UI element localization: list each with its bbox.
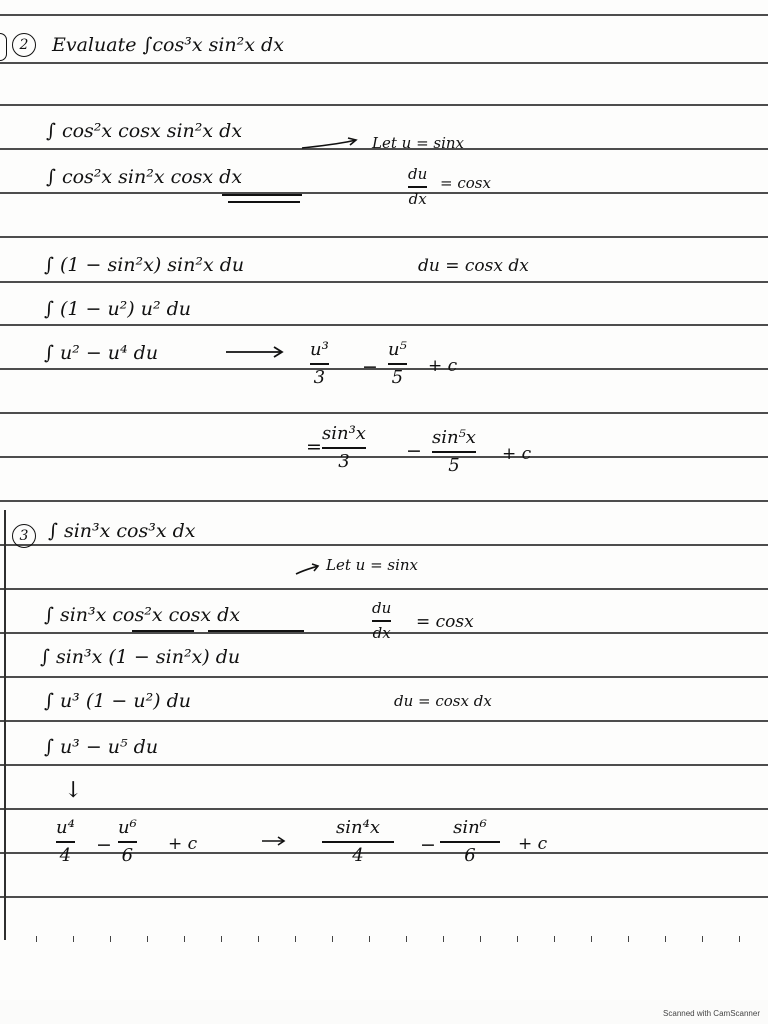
problem-3-step-3: ∫ u³ (1 − u²) du <box>44 690 192 712</box>
tick-mark <box>36 936 37 942</box>
problem-3-step-4: ∫ u³ − u⁵ du <box>44 736 159 758</box>
problem-3-step-2: ∫ sin³x (1 − sin²x) du <box>40 646 241 668</box>
tick-mark <box>739 936 740 942</box>
du-dx-rhs: = cosx <box>416 612 474 632</box>
tick-mark <box>295 936 296 942</box>
problem-2-step-2: ∫ cos²x sin²x cosx dx <box>46 166 243 188</box>
du-note: du = cosx dx <box>418 256 529 276</box>
ruled-line <box>0 412 768 414</box>
numerator: sin⁵x <box>432 427 476 448</box>
numerator: u⁶ <box>118 817 137 838</box>
problem-2-step-4: ∫ (1 − u²) u² du <box>44 298 192 320</box>
problem-2-step-3: ∫ (1 − sin²x) sin²x du <box>44 254 245 276</box>
substitution-note: Let u = sinx <box>372 134 465 152</box>
arrow-icon <box>224 344 286 360</box>
du-dx-rhs: = cosx <box>440 174 491 192</box>
tick-mark <box>221 936 222 942</box>
result-term-a <box>56 818 75 866</box>
numerator: sin⁴x <box>336 817 380 838</box>
tick-mark <box>480 936 481 942</box>
du-dx-fraction <box>372 600 391 641</box>
tick-mark <box>665 936 666 942</box>
problem-2-heading: Evaluate ∫cos³x sin²x dx <box>52 34 284 56</box>
problem-3-number: 3 <box>12 524 36 548</box>
tick-mark <box>184 936 185 942</box>
arrow-icon <box>294 562 322 576</box>
du-dx-fraction <box>408 166 427 207</box>
numerator: sin³x <box>322 423 366 444</box>
denominator: dx <box>408 189 427 208</box>
numerator: u³ <box>310 339 329 360</box>
final-term-b <box>432 428 476 476</box>
result-term-a <box>310 340 329 388</box>
denominator: 4 <box>59 844 72 866</box>
ruled-line <box>0 896 768 898</box>
ruled-line <box>0 720 768 722</box>
ruled-line <box>0 192 768 194</box>
tick-mark <box>591 936 592 942</box>
down-arrow-icon: ↓ <box>64 778 83 803</box>
tick-mark <box>258 936 259 942</box>
ruled-line <box>0 456 768 458</box>
minus-sign: − <box>420 834 436 856</box>
ruled-line <box>0 500 768 502</box>
constant: + c <box>502 444 532 464</box>
numerator: sin⁶ <box>453 817 487 838</box>
arrow-icon <box>300 136 360 152</box>
ruled-line <box>0 14 768 16</box>
ruled-line <box>0 62 768 64</box>
denominator: dx <box>372 623 391 642</box>
final-term-a <box>322 818 394 866</box>
du-note: du = cosx dx <box>394 692 492 710</box>
ruled-line <box>0 764 768 766</box>
denominator: 4 <box>352 844 364 866</box>
final-term-b <box>440 818 500 866</box>
denominator: 6 <box>121 844 134 866</box>
ruled-line <box>0 324 768 326</box>
ruled-line <box>0 544 768 546</box>
tick-mark <box>369 936 370 942</box>
problem-3-step-1: ∫ sin³x cos²x cosx dx <box>44 604 241 626</box>
footer-watermark: Scanned with CamScanner <box>663 1009 760 1018</box>
tick-mark <box>147 936 148 942</box>
denominator: 3 <box>313 366 326 388</box>
tick-mark <box>110 936 111 942</box>
result-term-b <box>388 340 407 388</box>
tick-mark <box>517 936 518 942</box>
ruled-line <box>0 236 768 238</box>
tick-mark <box>628 936 629 942</box>
problem-2-number: 2 <box>12 33 36 57</box>
denominator: 6 <box>464 844 476 866</box>
final-term-a <box>322 424 366 472</box>
substitution-note: Let u = sinx <box>326 556 419 574</box>
ruled-line <box>0 808 768 810</box>
minus-sign: − <box>406 440 422 462</box>
margin-line <box>4 510 6 940</box>
constant: + c <box>168 834 198 854</box>
denominator: 3 <box>338 450 350 472</box>
ruled-line <box>0 588 768 590</box>
result-term-b <box>118 818 137 866</box>
numerator: du <box>408 165 428 183</box>
problem-3-heading: ∫ sin³x cos³x dx <box>48 520 196 542</box>
tick-mark <box>702 936 703 942</box>
numerator: u⁵ <box>388 339 407 360</box>
tick-mark <box>443 936 444 942</box>
numerator: du <box>372 599 392 617</box>
problem-2-step-5: ∫ u² − u⁴ du <box>44 342 159 364</box>
ruled-line <box>0 281 768 283</box>
problem-2-step-1: ∫ cos²x cosx sin²x dx <box>46 120 243 142</box>
ruled-line <box>0 676 768 678</box>
constant: + c <box>518 834 548 854</box>
minus-sign: − <box>362 356 378 378</box>
underline <box>208 630 304 632</box>
tick-mark <box>554 936 555 942</box>
tick-mark <box>406 936 407 942</box>
arrow-icon <box>260 834 288 848</box>
minus-sign: − <box>96 834 112 856</box>
problem-2-number <box>0 33 7 61</box>
tick-mark <box>73 936 74 942</box>
tick-mark <box>332 936 333 942</box>
underline <box>132 630 194 632</box>
denominator: 5 <box>391 366 404 388</box>
underline <box>228 201 300 203</box>
constant: + c <box>428 356 458 376</box>
ruled-line <box>0 368 768 370</box>
underline <box>222 194 302 196</box>
equals-sign: = <box>306 436 322 458</box>
tick-marks <box>0 936 768 944</box>
ruled-line <box>0 104 768 106</box>
numerator: u⁴ <box>56 817 75 838</box>
denominator: 5 <box>448 454 460 476</box>
